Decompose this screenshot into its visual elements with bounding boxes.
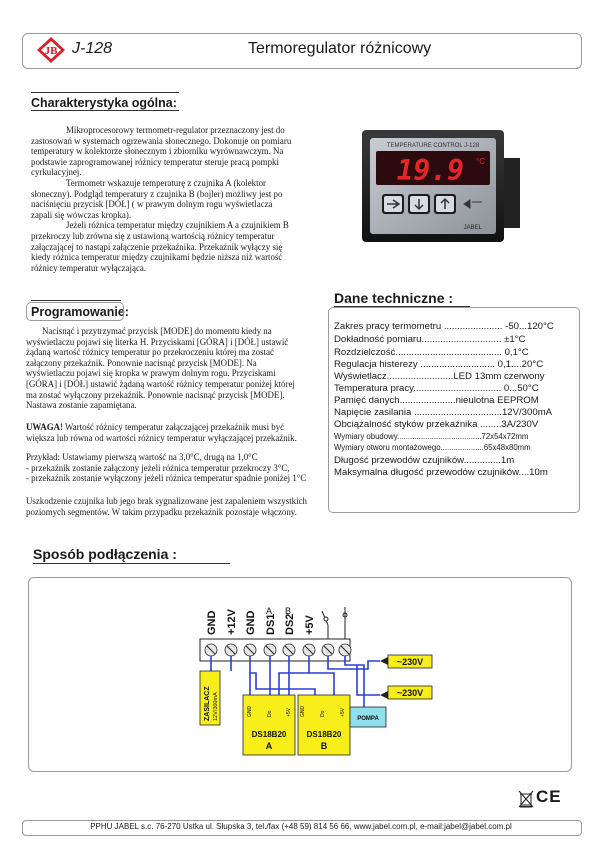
text-line: naciśnięciu przycisk [DÓŁ] ( w prawym dolnym rogu wyświetlacza [31, 199, 273, 210]
terminal-label: GND [206, 610, 218, 635]
text-line: Nacisnąć i przytrzymać przycisk [MODE] do momentu kiedy na [42, 326, 272, 336]
device-brand: JABEL [463, 225, 482, 231]
ac-arrow-icon [380, 691, 388, 699]
sensor-a-pin: GND [247, 705, 253, 717]
warning-label: UWAGA! [26, 422, 63, 432]
tech-row: Długość przewodów czujników..............1m [334, 455, 515, 466]
tech-row: Wyświetlacz.........................LED 13mm czerwony [334, 371, 545, 382]
text-line: Uszkodzenie czujnika lub jego brak sygnalizowane jest zapaleniem wszystkich [26, 496, 307, 506]
tech-row: Pamięć danych.....................nieulotna EEPROM [334, 395, 539, 406]
sensor-a-pin: Do [267, 710, 273, 717]
power-supply-rating: 12V/300mA [213, 692, 219, 721]
footer-contact: PPHU JABEL s.c. 76-270 Ustka ul. Słupska 3, tel./fax (+48 59) 814 56 66, www.jabel.com.pl, e-mail:jabel@jabel.com.pl [90, 822, 512, 831]
text-line: Przykład: Ustawiamy pierwszą wartość na 3,0°C, drugą na 1,0°C [26, 452, 258, 462]
terminal-label: +12V [226, 609, 238, 635]
text-line: żądaną wartość różnicy temperatur po przekroczeniu której ma zostać [26, 347, 274, 358]
text-line: załączającej to nastąpi załączenie przekaźnika. Przekaźnik wyłączy się [31, 241, 283, 252]
sensor-b-pin: GND [300, 705, 306, 717]
text-line: Nastawa zostanie zapamiętana. [26, 400, 137, 411]
device-photo [360, 128, 522, 244]
text-line: temperatury w kolektorze słonecznym i zbiorniku wyrównawczym. Na [31, 146, 284, 157]
sensor-a-pin: +5V [286, 707, 292, 717]
tech-row: Zakres pracy termometru ...................... -50...120°C [334, 321, 554, 332]
text-line: Wartość różnicy temperatur załączającej przekaźnik musi być [62, 422, 285, 432]
sensor-a-letter: A [266, 606, 273, 616]
tech-row: Rozdzielczość........................................ 0,1°C [334, 347, 529, 358]
sensor-b-pin: +5V [340, 707, 346, 717]
characteristics-title-overline [31, 92, 179, 93]
text-line: większa lub równa od wartości różnicy temperatur wyłączającej przekaźnik. [26, 432, 297, 443]
weee-bin-icon [518, 790, 534, 808]
characteristics-title: Charakterystyka ogólna: [31, 96, 177, 110]
text-line: zastosowań w systemach ogrzewania słonecznego. Dokonuje on pomiaru [31, 135, 292, 146]
terminal-label: GND [245, 610, 257, 635]
device-label: TEMPERATURE CONTROL J-128 [386, 143, 480, 149]
jabel-logo [36, 36, 66, 64]
text-line: kiedy różnica temperatur między czujnikami będzie niższa niż wartość [31, 252, 283, 263]
sensor-b-letter-label: B [320, 741, 328, 751]
tech-row: Temperatura pracy................................. 0...50°C [334, 383, 539, 394]
sensor-a-letter-label: A [265, 741, 273, 751]
programming-example [26, 452, 324, 484]
ce-mark: CE [536, 787, 562, 806]
characteristics-text [31, 125, 353, 273]
text-line: [GÓRA] i [DÓŁ] ustawić żądaną wartość różnicy temperatur poniżej której [26, 378, 295, 389]
tech-row: Wymiary obudowy.......................................72x54x72mm [334, 432, 529, 441]
terminal-label: DS2 [284, 613, 296, 635]
text-line: - przekaźnik zostanie wyłączony jeżeli różnica temperatur spadnie poniżej 1°C [26, 473, 307, 484]
text-line: wyświetlaczu pojawi się literka H. Przyciskami [GÓRA] i [DÓŁ] ustawić [26, 336, 289, 347]
tech-row: Wymiary otworu montażowego....................65x48x80mm [334, 443, 531, 452]
ac-bottom-label: ~230V [396, 688, 424, 698]
ac-top-label: ~230V [396, 657, 424, 667]
power-supply-label: ZASILACZ [204, 686, 211, 721]
wiring-diagram [28, 577, 570, 770]
tech-row: Obciążalność styków przekaźnika ........3A/230V [334, 419, 539, 430]
text-line: przekroczy lub zrówna się z ustawioną wartością różnicy temperatur [31, 230, 275, 241]
terminal-label: +5V [304, 615, 316, 635]
text-line: różnicy temperatur wyłączająca. [31, 262, 147, 273]
terminal-label: DS1 [265, 613, 277, 635]
sensor-a-model: DS18B20 [251, 730, 287, 739]
device-reading: 19.9 [396, 154, 464, 187]
tech-title: Dane techniczne : [334, 290, 454, 306]
sensor-b-model: DS18B20 [306, 730, 342, 739]
tech-row: Maksymalna długość przewodów czujników....10m [334, 467, 548, 478]
device-unit: °C [476, 157, 485, 166]
programming-fault [26, 496, 324, 517]
tech-row: Napięcie zasilania .................................12V/300mA [334, 407, 553, 418]
text-line: wyświetlaczu pojawi się kropka w prawym dolnym rogu. Przyciskami [26, 368, 276, 379]
sensor-b-letter: B [285, 606, 292, 616]
programming-text [26, 326, 324, 411]
text-line: Termometr wskazuje temperaturę z czujnika A (kolektor [66, 177, 266, 188]
tech-row: Regulacja histerezy ............................ 0,1....20°C [334, 359, 544, 370]
programming-title-frame [26, 302, 124, 321]
logo-text: JB [44, 45, 58, 57]
text-line: Jeżeli różnica temperatur między czujnikiem A a czujnikiem B [66, 220, 289, 231]
document-title: Termoregulator różnicowy [248, 40, 432, 57]
text-line: cyrkulacyjnej. [31, 167, 82, 178]
tech-row: Dokładność pomiaru.............................. ±1°C [334, 334, 526, 345]
text-line: ma zostać wyłączony przekaźnik. Ponownie nacisnąć przycisk [MODE]. [26, 389, 285, 400]
sensor-b-pin: Do [320, 710, 326, 717]
text-line: - przekaźnik zostanie załączony jeżeli różnica temperatur przekroczy 3°C, [26, 462, 290, 473]
programming-title: Programowanie: [31, 305, 129, 319]
ac-arrow-icon [380, 657, 388, 665]
text-line: poziomych segmentów. W takim przypadku przekaźnik pozostaje włączony. [26, 506, 297, 517]
programming-title-overline [31, 300, 121, 301]
programming-warning [26, 422, 324, 443]
connection-title: Sposób podłączenia : [33, 546, 177, 562]
pump-label: POMPA [357, 716, 379, 722]
connection-title-underline [33, 563, 230, 564]
text-line: Mikroprocesorowy termometr-regulator przeznaczony jest do [66, 125, 285, 135]
text-line: podstawie zaprogramowanej różnicy temperatur steruje pracą pompki [31, 156, 279, 167]
text-line: zapali się wówczas kropka). [31, 209, 132, 220]
text-line: załączony przekaźnik. Ponownie nacisnąć przycisk [MODE]. Na [26, 357, 257, 368]
model-number: J-128 [72, 40, 113, 57]
text-line: słoneczny). Podgląd temperatury z czujnika B (bojler) możliwy jest po [31, 188, 283, 199]
characteristics-title-underline [31, 110, 179, 111]
